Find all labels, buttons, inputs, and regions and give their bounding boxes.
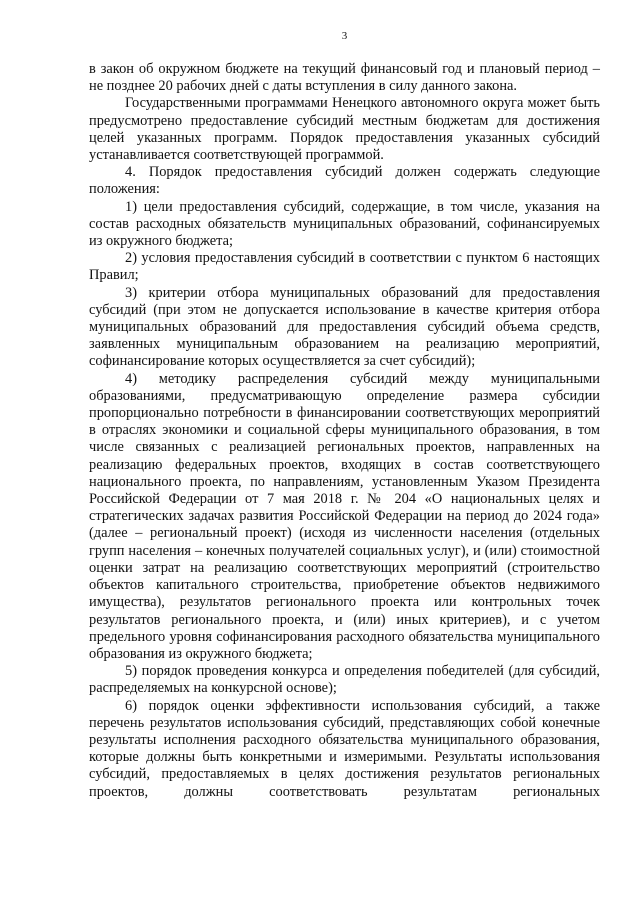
paragraph-item-4: 4. Порядок предоставления субсидий должен содержать следующие положения: — [89, 164, 600, 198]
list-item-1-goals: 1) цели предоставления субсидий, содержащие, в том числе, указания на состав расходных обязательств муниципальных образований, софинансируемых из окружного бюджета; — [89, 198, 600, 250]
paragraph-state-programs: Государственными программами Ненецкого автономного округа может быть предусмотрено предоставление субсидий местным бюджетам для достижения целей указанных программ. Порядок предоставления указанных субсидий устанавливается соответствующей программой. — [89, 95, 600, 164]
list-item-3-criteria: 3) критерии отбора муниципальных образований для предоставления субсидий (при этом не допускается использование в качестве критерия отбора муниципальных образований для предоставления субсидий объема средств, заявленных муниципальным образованием на реализацию мероприятий, софинансирование которых осуществляется за счет субсидий); — [89, 284, 600, 370]
list-item-6-efficiency: 6) порядок оценки эффективности использования субсидий, а также перечень результатов использования субсидий, представляющих собой конечные результаты исполнения расходного обязательства муниципального образования, которые должны быть конкретными и измеримыми. Результаты использования субсидий, предоставляемых в целях достижения результатов региональных проектов, должны соответствовать результатам региональных — [89, 697, 600, 800]
list-item-4-methodology: 4) методику распределения субсидий между муниципальными образованиями, предусматривающую определение размера субсидии пропорционально потребности в финансировании соответствующих мероприятий в отраслях экономики и социальной сферы муниципального образования, в том числе связанных с реализацией региональных проектов, направленных на реализацию федеральных проектов, входящих в состав соответствующего национального проекта, по направлениям, установленным Указом Президента Российской Федерации от 7 мая 2018 г. № 204 «О национальных целях и стратегических задачах развития Российской Федерации на период до 2024 года» (далее – региональный проект) (исходя из численности населения (отдельных групп населения – конечных получателей социальных услуг), и (или) стоимостной оценки затрат на реализацию соответствующих мероприятий (строительство объектов капитального строительства, приобретение объектов недвижимого имущества), результатов регионального проекта или контрольных точек результатов регионального проекта, и (или) иных критериев), и с учетом предельного уровня софинансирования расходного обязательства муниципального образования из окружного бюджета; — [89, 370, 600, 662]
list-item-5-competition: 5) порядок проведения конкурса и определения победителей (для субсидий, распределяемых на конкурсной основе); — [89, 663, 600, 697]
list-item-2-conditions: 2) условия предоставления субсидий в соответствии с пунктом 6 настоящих Правил; — [89, 250, 600, 284]
page-number: 3 — [341, 30, 348, 42]
paragraph-budget-law: в закон об окружном бюджете на текущий финансовый год и плановый период – не позднее 20 рабочих дней с даты вступления в силу данного закона. — [89, 61, 600, 95]
